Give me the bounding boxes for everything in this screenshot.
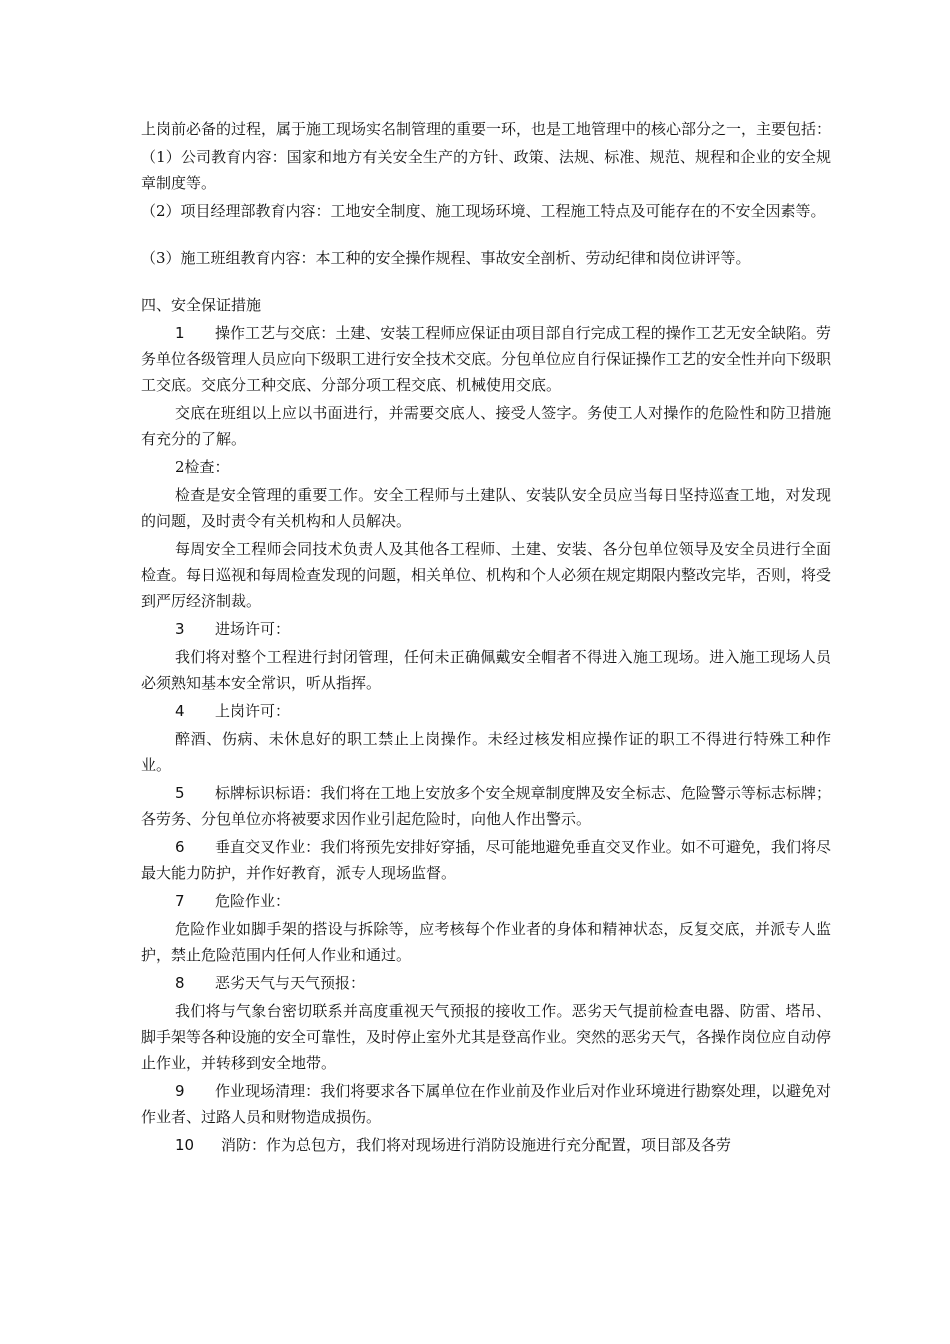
measure-number: 7 <box>175 892 185 910</box>
measure-paragraph: 我们将与气象台密切联系并高度重视天气预报的接收工作。恶劣天气提前检查电器、防雷、塔吊、脚手架等各种设施的安全可靠性，及时停止室外尤其是登高作业。突然的恶劣天气，各操作岗位应自动停止作业，并转移到安全地带。 <box>141 1002 832 1072</box>
measure-text: 作业现场清理：我们将要求各下属单位在作业前及作业后对作业环境进行勘察处理，以避免对作业者、过路人员和财物造成损伤。 <box>141 1082 831 1126</box>
measure-5 <box>141 780 831 832</box>
measure-title: 检查： <box>184 458 230 476</box>
company-education-item: （1）公司教育内容：国家和地方有关安全生产的方针、政策、法规、标准、规范、规程和企业的安全规章制度等。 <box>141 148 831 192</box>
measure-title: 上岗许可： <box>215 702 291 720</box>
measure-number: 4 <box>175 702 185 720</box>
measure-paragraph: 醉酒、伤病、未休息好的职工禁止上岗操作。未经过核发相应操作证的职工不得进行特殊工种作业。 <box>141 730 831 774</box>
intro-paragraph: 上岗前必备的过程，属于施工现场实名制管理的重要一环，也是工地管理中的核心部分之一，主要包括： <box>141 120 832 138</box>
measure-number: 6 <box>175 838 185 856</box>
measure-paragraph: 危险作业如脚手架的搭设与拆除等，应考核每个作业者的身体和精神状态，反复交底，并派专人监护，禁止危险范围内任何人作业和通过。 <box>141 920 831 964</box>
measure-text: 垂直交叉作业：我们将预先安排好穿插，尽可能地避免垂直交叉作业。如不可避免，我们将尽最大能力防护，并作好教育，派专人现场监督。 <box>141 838 831 882</box>
measure-number: 9 <box>175 1082 185 1100</box>
document-body <box>141 116 831 1158</box>
measure-9 <box>141 1078 831 1130</box>
measure-1 <box>141 320 831 398</box>
measure-text: 标牌标识标语：我们将在工地上安放多个安全规章制度牌及安全标志、危险警示等标志标牌；各劳务、分包单位亦将被要求因作业引起危险时，向他人作出警示。 <box>141 784 831 828</box>
measure-paragraph: 检查是安全管理的重要工作。安全工程师与土建队、安装队安全员应当每日坚持巡查工地，对发现的问题，及时责令有关机构和人员解决。 <box>141 486 831 530</box>
measure-title: 进场许可： <box>215 620 291 638</box>
measure-number: 2 <box>175 458 185 476</box>
measure-6 <box>141 834 831 886</box>
team-education-item: （3）施工班组教育内容：本工种的安全操作规程、事故安全剖析、劳动纪律和岗位讲评等。 <box>141 249 751 267</box>
measure-7 <box>141 888 831 914</box>
measure-paragraph: 交底在班组以上应以书面进行，并需要交底人、接受人签字。务使工人对操作的危险性和防卫措施有充分的了解。 <box>141 404 831 448</box>
section-heading: 四、安全保证措施 <box>141 296 262 314</box>
measure-number: 5 <box>175 784 185 802</box>
measure-number: 3 <box>175 620 185 638</box>
measure-10 <box>141 1132 831 1158</box>
measure-number: 1 <box>175 324 185 342</box>
measure-paragraph: 我们将对整个工程进行封闭管理，任何未正确佩戴安全帽者不得进入施工现场。进入施工现场人员必须熟知基本安全常识，听从指挥。 <box>141 648 831 692</box>
measure-4 <box>141 698 831 724</box>
measure-3 <box>141 616 831 642</box>
measure-number: 8 <box>175 974 185 992</box>
measure-title: 危险作业： <box>215 892 291 910</box>
measure-2 <box>141 454 831 480</box>
project-education-item: （2）项目经理部教育内容：工地安全制度、施工现场环境、工程施工特点及可能存在的不安全因素等。 <box>141 202 826 220</box>
measure-8 <box>141 970 831 996</box>
measure-paragraph: 每周安全工程师会同技术负责人及其他各工程师、土建、安装、各分包单位领导及安全员进行全面检查。每日巡视和每周检查发现的问题，相关单位、机构和个人必须在规定期限内整改完毕，否则，将受到严厉经济制裁。 <box>141 540 832 610</box>
measure-number: 10 <box>175 1136 195 1154</box>
measure-text: 消防：作为总包方，我们将对现场进行消防设施进行充分配置，项目部及各劳 <box>221 1136 732 1154</box>
measure-title: 恶劣天气与天气预报： <box>215 974 366 992</box>
measure-text: 操作工艺与交底：土建、安装工程师应保证由项目部自行完成工程的操作工艺无安全缺陷。劳务单位各级管理人员应向下级职工进行安全技术交底。分包单位应自行保证操作工艺的安全性并向下级职工交底。交底分工种交底、分部分项工程交底、机械使用交底。 <box>141 324 832 394</box>
